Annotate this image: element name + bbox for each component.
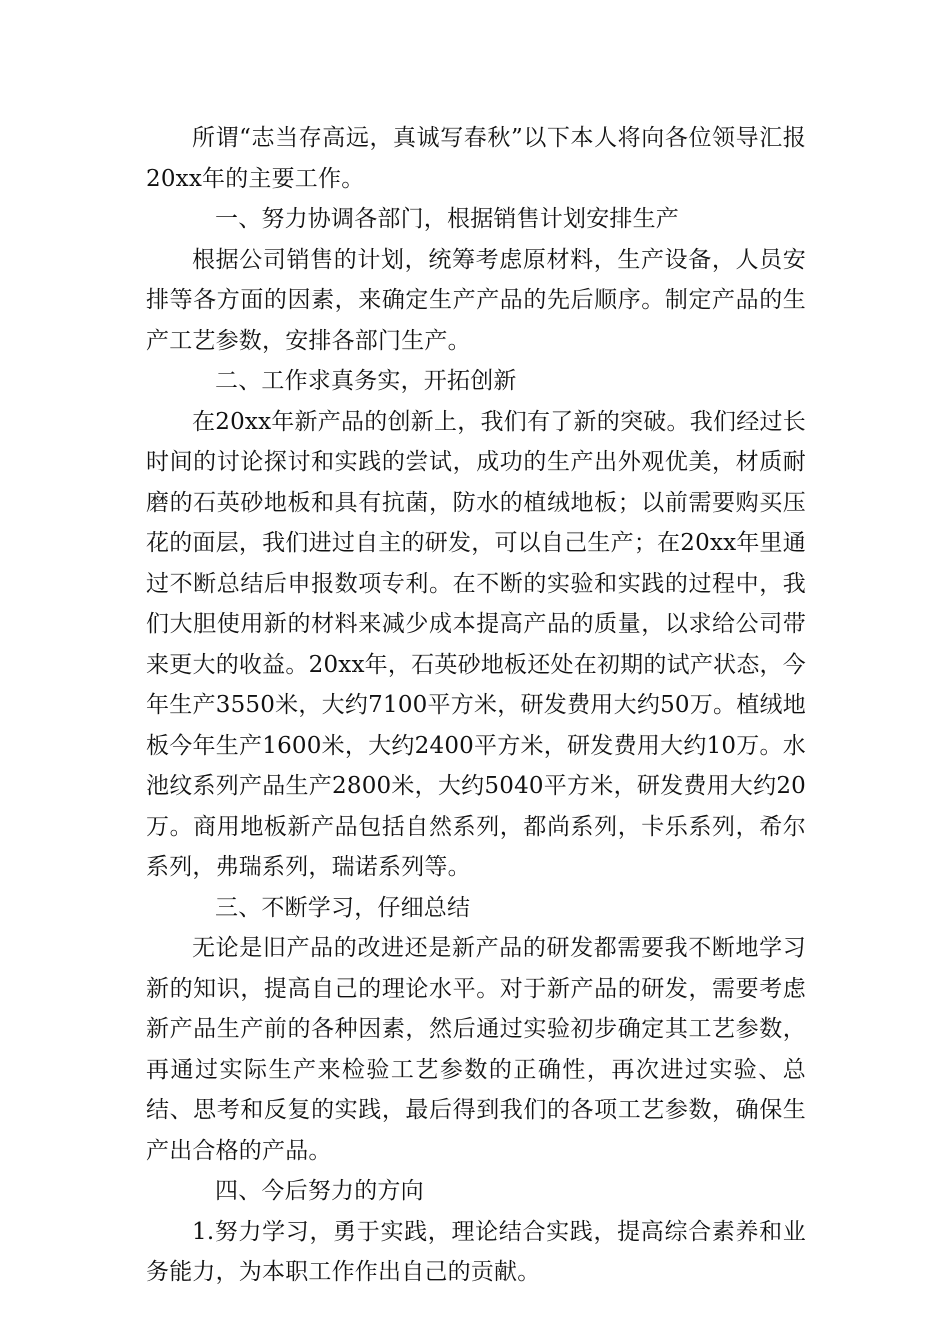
section-1-paragraph: 根据公司销售的计划，统筹考虑原材料，生产设备，人员安排等各方面的因素，来确定生产产品的先后顺序。制定产品的生产工艺参数，安排各部门生产。 (146, 246, 806, 354)
document-body (146, 118, 806, 1293)
section-heading-1: 一、努力协调各部门，根据销售计划安排生产 (215, 206, 679, 232)
section-heading-2: 二、工作求真务实，开拓创新 (215, 368, 517, 394)
intro-paragraph: 所谓“志当存高远，真诚写春秋”以下本人将向各位领导汇报20xx年的主要工作。 (146, 125, 806, 192)
section-3-paragraph: 无论是旧产品的改进还是新产品的研发都需要我不断地学习新的知识，提高自己的理论水平。对于新产品的研发，需要考虑新产品生产前的各种因素，然后通过实验初步确定其工艺参数，再通过实际生产来检验工艺参数的正确性，再次进过实验、总结、思考和反复的实践，最后得到我们的各项工艺参数，确保生产出合格的产品。 (146, 935, 806, 1164)
section-2-paragraph: 在20xx年新产品的创新上，我们有了新的突破。我们经过长时间的讨论探讨和实践的尝试，成功的生产出外观优美，材质耐磨的石英砂地板和具有抗菌，防水的植绒地板；以前需要购买压花的面层，我们进过自主的研发，可以自己生产；在20xx年里通过不断总结后申报数项专利。在不断的实验和实践的过程中，我们大胆使用新的材料来减少成本提高产品的质量，以求给公司带来更大的收益。20xx年，石英砂地板还处在初期的试产状态，今年生产3550米，大约7100平方米，研发费用大约50万。植绒地板今年生产1600米，大约2400平方米，研发费用大约10万。水池纹系列产品生产2800米，大约5040平方米，研发费用大约20万。商用地板新产品包括自然系列，都尚系列，卡乐系列，希尔系列，弗瑞系列，瑞诺系列等。 (146, 408, 806, 880)
section-heading-4: 四、今后努力的方向 (215, 1178, 424, 1204)
section-heading-3: 三、不断学习，仔细总结 (215, 894, 471, 921)
section-4-item-1: 1.努力学习，勇于实践，理论结合实践，提高综合素养和业务能力，为本职工作作出自己的贡献。 (146, 1218, 806, 1285)
